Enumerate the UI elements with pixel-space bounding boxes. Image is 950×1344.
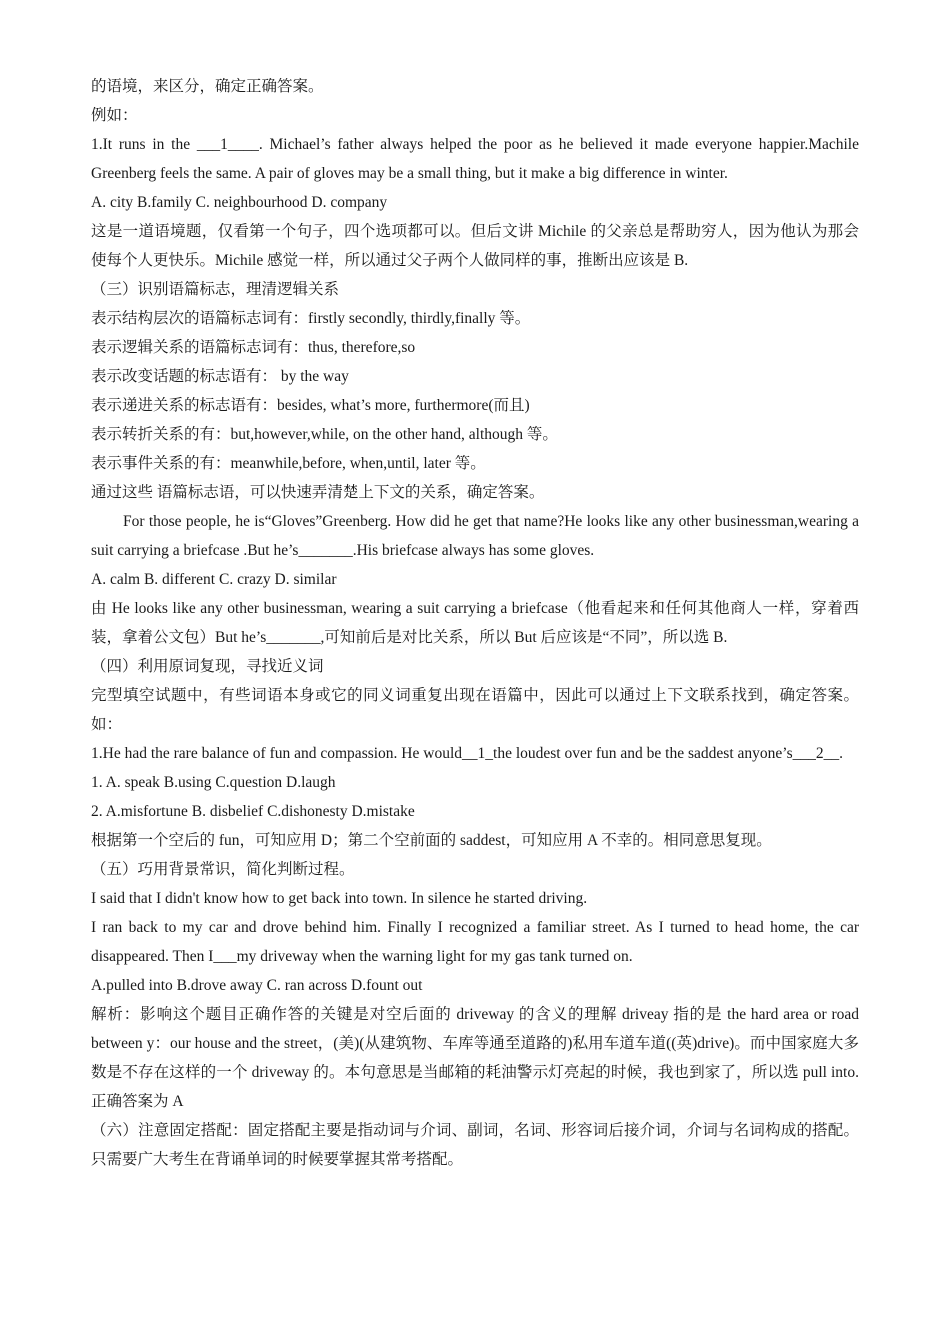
text-line: I said that I didn't know how to get back into town. In silence he started driving. [91, 890, 588, 907]
text-line: 表示改变话题的标志语有： by the way [91, 368, 349, 385]
example-question-paragraph: For those people, he is“Gloves”Greenberg. How did he get that name?He looks like any other businessman,wearing a suit carrying a briefcase .But he’s_______.His briefcase always has some gloves. [91, 513, 859, 559]
answer-options: 1. A. speak B.using C.question D.laugh [91, 774, 336, 791]
section-heading: （四）利用原词复现，寻找近义词 [91, 658, 324, 675]
answer-options: A.pulled into B.drove away C. ran across D.fount out [91, 977, 423, 994]
text-line: 表示逻辑关系的语篇标志词有：thus, therefore,so [91, 339, 416, 356]
text-line: 表示结构层次的语篇标志词有：firstly secondly, thirdly,finally 等。 [91, 310, 531, 327]
answer-options: 2. A.misfortune B. disbelief C.dishonesty D.mistake [91, 803, 415, 820]
answer-options: A. calm B. different C. crazy D. similar [91, 571, 337, 588]
example-question-paragraph: 1.He had the rare balance of fun and compassion. He would__1_the loudest over fun and be the saddest anyone’s___2__. [91, 745, 843, 762]
explanation-paragraph: 解析：影响这个题目正确作答的关键是对空后面的 driveway 的含义的理解 driveay 指的是 the hard area or road between y：our house and the street，(美)(从建筑物、车库等通至道路的)私用车道车道((英)drive)。而中国家庭大多数是不存在这样的一个 driveway 的。本句意思是当邮箱的耗油警示灯亮起的时候，我也到家了，所以选 pull into.正确答案为 A [91, 1006, 859, 1110]
section-heading-paragraph: （六）注意固定搭配：固定搭配主要是指动词与介词、副词，名词、形容词后接介词，介词与名词构成的搭配。只需要广大考生在背诵单词的时候要掌握其常考搭配。 [91, 1122, 859, 1168]
explanation-line: 根据第一个空后的 fun，可知应用 D；第二个空前面的 saddest，可知应用 A 不幸的。相同意思复现。 [91, 832, 772, 849]
example-question-paragraph: I ran back to my car and drove behind him. Finally I recognized a familiar street. As I turned to head home, the car disappeared. Then I___my driveway when the warning light for my gas tank turned on. [91, 919, 859, 965]
example-question-paragraph: 1.It runs in the ___1____. Michael’s father always helped the poor as he believed it made everyone happier.Machile Greenberg feels the same. A pair of gloves may be a small thing, but it make a big difference in winter. [91, 136, 859, 182]
text-line: 例如： [91, 107, 138, 124]
explanation-paragraph: 这是一道语境题，仅看第一个句子，四个选项都可以。但后文讲 Michile 的父亲总是帮助穷人，因为他认为那会使每个人更快乐。Michile 感觉一样，所以通过父子两个人做同样的事，推断出应该是 B. [91, 223, 859, 269]
text-line: 表示递进关系的标志语有：besides, what’s more, furthermore(而且) [91, 397, 530, 414]
text-line: 表示转折关系的有：but,however,while, on the other hand, although 等。 [91, 426, 558, 443]
document-page [91, 72, 859, 1174]
text-line: 的语境，来区分，确定正确答案。 [91, 78, 324, 95]
body-paragraph: 完型填空试题中，有些词语本身或它的同义词重复出现在语篇中，因此可以通过上下文联系找到，确定答案。如： [91, 687, 859, 733]
explanation-paragraph: 由 He looks like any other businessman, wearing a suit carrying a briefcase（他看起来和任何其他商人一样，穿着西装，拿着公文包）But he’s_______,可知前后是对比关系，所以 But 后应该是“不同”，所以选 B. [91, 600, 859, 646]
section-heading: （五）巧用背景常识，简化判断过程。 [91, 861, 355, 878]
section-heading: （三）识别语篇标志，理清逻辑关系 [91, 281, 340, 298]
text-line: 通过这些 语篇标志语，可以快速弄清楚上下文的关系，确定答案。 [91, 484, 545, 501]
text-line: 表示事件关系的有：meanwhile,before, when,until, later 等。 [91, 455, 486, 472]
answer-options: A. city B.family C. neighbourhood D. company [91, 194, 388, 211]
